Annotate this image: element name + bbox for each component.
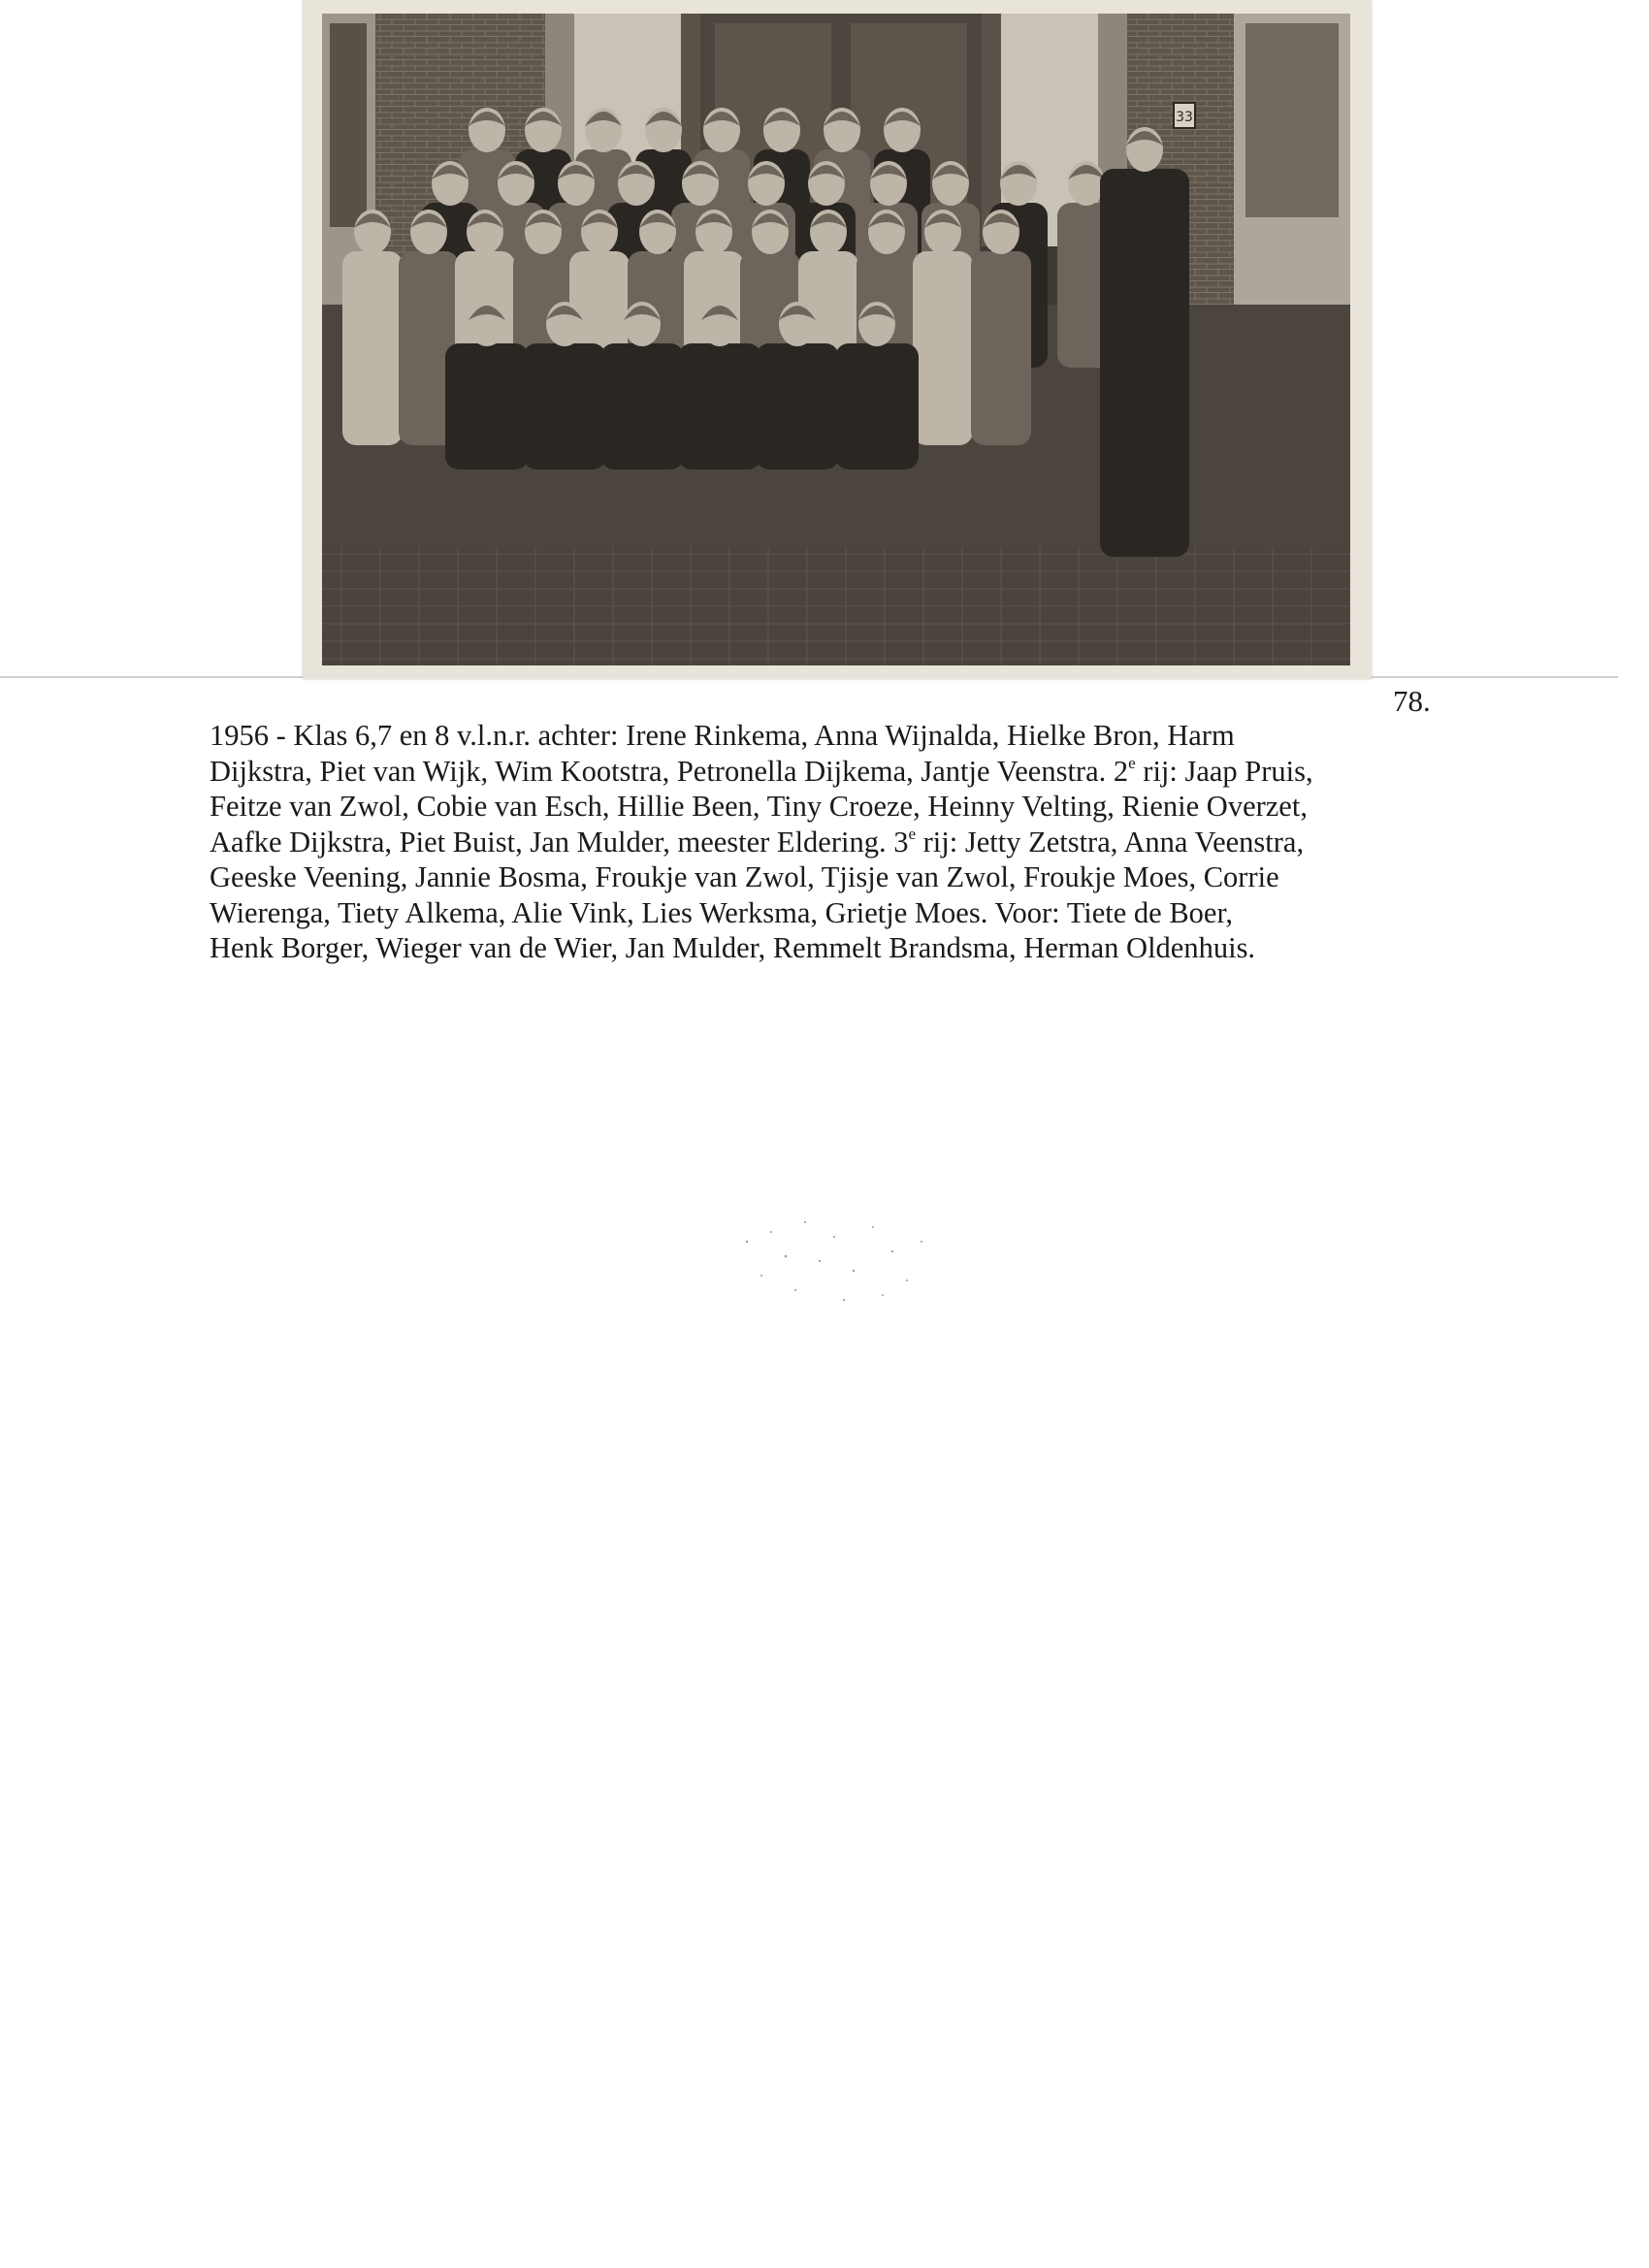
caption-text: Wierenga, Tiety Alkema, Alie Vink, Lies Werksma, Grietje Moes. Voor: Tiete de Boer, <box>210 895 1234 929</box>
caption-text: rij: Jetty Zetstra, Anna Veenstra, <box>916 825 1305 859</box>
page-number: 78. <box>1393 684 1431 718</box>
caption-line <box>210 895 1461 931</box>
caption-text: Dijkstra, Piet van Wijk, Wim Kootstra, Petronella Dijkema, Jantje Veenstra. 2 <box>210 754 1129 788</box>
caption-line <box>210 789 1461 825</box>
caption-text: rij: Jaap Pruis, <box>1135 754 1313 788</box>
caption-text: Geeske Veening, Jannie Bosma, Froukje van Zwol, Tjisje van Zwol, Froukje Moes, Corrie <box>210 860 1279 893</box>
caption-superscript: e <box>1128 753 1136 772</box>
scan-speckle <box>728 1203 941 1319</box>
caption-text: Henk Borger, Wieger van de Wier, Jan Mulder, Remmelt Brandsma, Herman Oldenhuis. <box>210 931 1256 964</box>
class-photo <box>303 0 1372 679</box>
caption-superscript: e <box>908 824 917 843</box>
caption-line <box>210 859 1461 895</box>
class-photo-image <box>322 14 1350 665</box>
caption-text: Aafke Dijkstra, Piet Buist, Jan Mulder, meester Eldering. 3 <box>210 825 909 859</box>
caption-line <box>210 930 1461 966</box>
caption-text: Feitze van Zwol, Cobie van Esch, Hillie Been, Tiny Croeze, Heinny Velting, Rienie Overzet, <box>210 790 1308 823</box>
caption-text: 1956 - Klas 6,7 en 8 v.l.n.r. achter: Irene Rinkema, Anna Wijnalda, Hielke Bron, Harm <box>210 719 1235 752</box>
house-number: 33 <box>1176 110 1193 125</box>
teacher <box>1100 127 1189 557</box>
caption-line <box>210 718 1461 754</box>
caption-line <box>210 825 1461 860</box>
photo-caption <box>210 718 1461 966</box>
caption-line <box>210 754 1461 790</box>
